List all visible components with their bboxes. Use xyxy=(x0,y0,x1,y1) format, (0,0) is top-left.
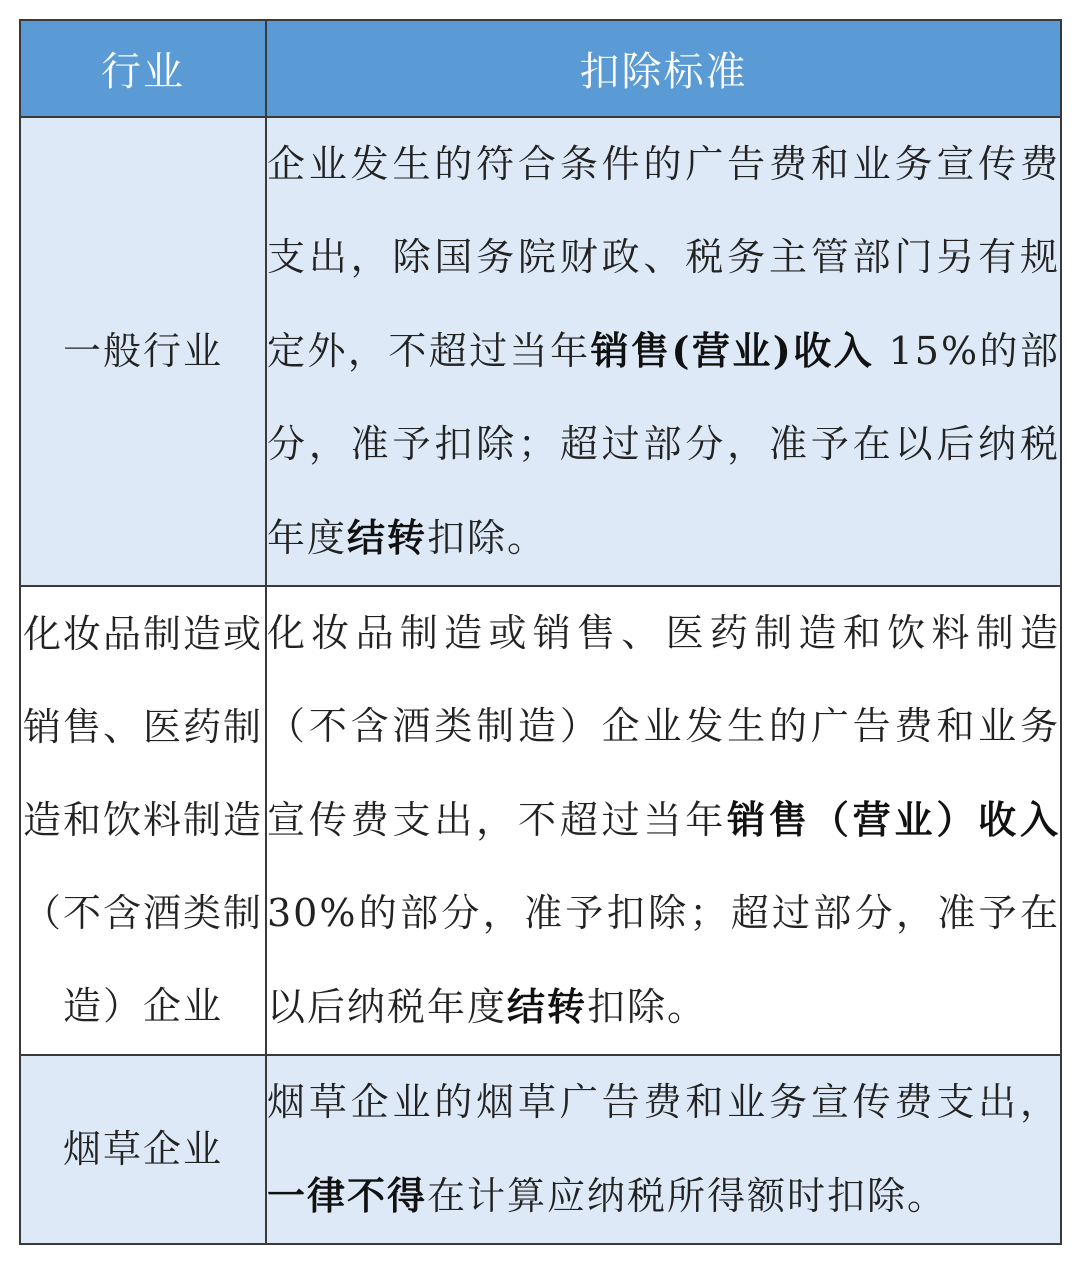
standard-text: 企业发生的符合条件的广告费和业务宣传费支出，除国务院财政、税务主管部门另有规定外，不超过当年 xyxy=(267,142,1060,373)
standard-text: 扣除。 xyxy=(587,985,708,1029)
standard-cell-cosmetics-pharma-beverage xyxy=(266,586,1061,1055)
deduction-standards-table xyxy=(19,19,1062,1245)
table-row xyxy=(20,586,1061,1055)
header-industry: 行业 xyxy=(20,20,266,117)
standard-text: 化妆品制造或销售、医药制造和饮料制造（不含酒类制造）企业发生的广告费和业务宣传费支出，不超过当年 xyxy=(267,611,1060,842)
standard-text: 15%的部分，准予扣除；超过部分，准予在以后纳税年度 xyxy=(267,329,1060,560)
table-row xyxy=(20,117,1061,586)
emphasis-text: 结转 xyxy=(347,515,428,560)
industry-cell-general: 一般行业 xyxy=(20,117,266,586)
industry-cell-cosmetics-pharma-beverage: 化妆品制造或销售、医药制造和饮料制造（不含酒类制造）企业 xyxy=(20,586,266,1055)
emphasis-text: 销售(营业)收入 xyxy=(590,328,875,373)
industry-cell-tobacco: 烟草企业 xyxy=(20,1055,266,1244)
emphasis-text: 一律不得 xyxy=(267,1173,428,1218)
table-row xyxy=(20,1055,1061,1244)
emphasis-text: 结转 xyxy=(507,984,588,1029)
standard-cell-general xyxy=(266,117,1061,586)
table-header-row xyxy=(20,20,1061,117)
standard-text: 烟草企业的烟草广告费和业务宣传费支出， xyxy=(267,1080,1060,1124)
standard-text: 扣除。 xyxy=(427,516,548,560)
emphasis-text: 销售（营业）收入 xyxy=(727,797,1060,842)
standard-cell-tobacco xyxy=(266,1055,1061,1244)
standard-text: 30%的部分，准予扣除；超过部分，准予在以后纳税年度 xyxy=(267,891,1060,1029)
standard-text: 在计算应纳税所得额时扣除。 xyxy=(427,1174,948,1218)
header-standard: 扣除标准 xyxy=(266,20,1061,117)
